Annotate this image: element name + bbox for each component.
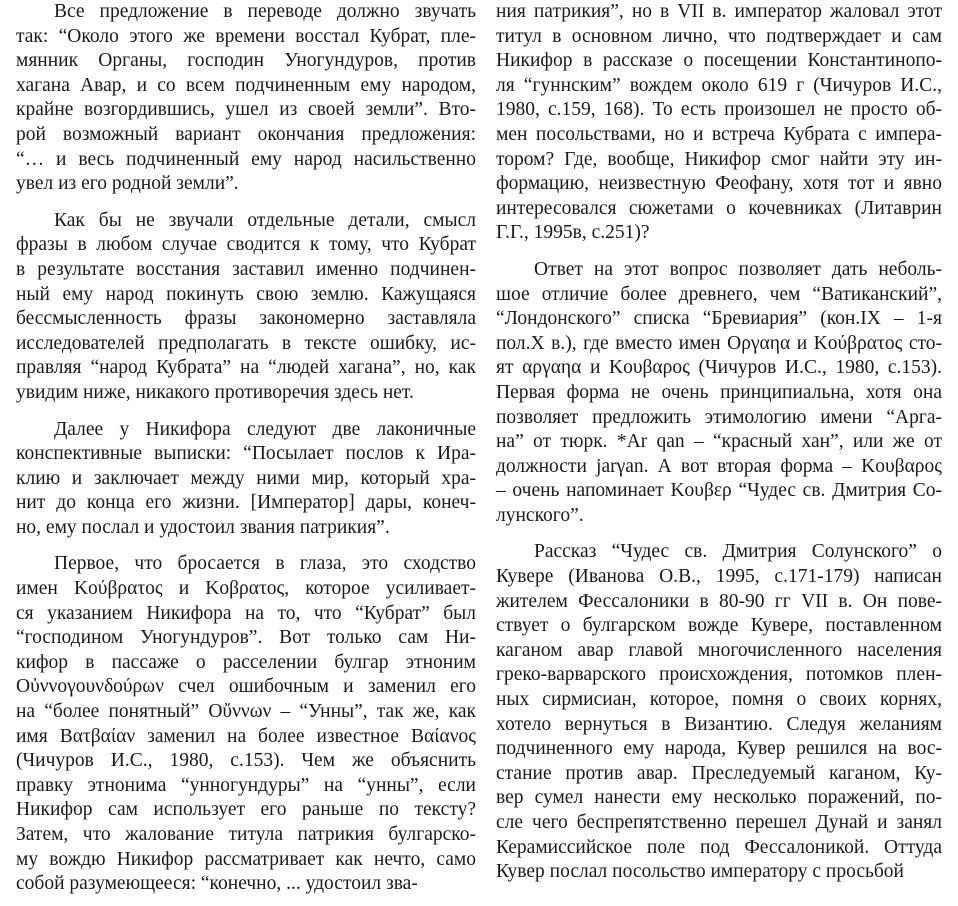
text-line: исследователей предполагать в тексте ошибку, ис-	[16, 332, 476, 354]
text-line: “господином Уногундуров”. Вот только сам Ни-	[16, 627, 476, 649]
paragraph	[496, 258, 942, 529]
paragraph	[16, 552, 476, 896]
text-line: увидим ниже, никакого противоречия здесь нет.	[16, 381, 414, 403]
text-line: титул в основном лично, что подтверждает и сам	[496, 25, 942, 47]
text-line: Кувере (Иванова О.В., 1995, с.171-179) написан	[496, 566, 942, 588]
text-line: мен посольствами, но и встреча Кубрата с импера-	[496, 123, 942, 145]
text-line: Все предложение в переводе должно звучать	[54, 1, 476, 22]
text-line: нит до конца его жизни. [Император] дары, конеч-	[16, 492, 476, 514]
text-line: тором? Где, вообще, Никифор смог найти эту ин-	[496, 148, 942, 170]
text-line: на “более понятный” Οὔννων – “Унны”, так же, как	[16, 701, 476, 723]
text-line: Как бы не звучали отдельные детали, смысл	[54, 209, 476, 231]
text-line: имя Βατβαίαν заменил на более известное Βαίανος	[16, 725, 476, 747]
paragraph	[16, 209, 476, 406]
text-line: увел из его родной земли”.	[16, 173, 239, 195]
right-column	[496, 0, 942, 885]
text-line: Кувер послал посольство императору с просьбой	[496, 861, 904, 883]
text-line: на” от тюрк. *Ar qan – “красный хан”, или же от	[496, 431, 942, 453]
text-line: формацию, неизвестную Феофану, хотя тот и явно	[496, 173, 942, 195]
text-line: Первое, что бросается в глаза, это сходство	[54, 553, 476, 575]
paragraph-gap	[16, 406, 476, 418]
text-line: но, ему послал и удостоил звания патрикия”.	[16, 516, 390, 538]
paragraph	[16, 0, 476, 197]
text-line: шое отличие более древнего, чем “Ватиканский”,	[496, 283, 942, 305]
text-line: ствует о булгарском вожде Кувере, поставленном	[496, 615, 942, 637]
text-line: “… и весь подчиненный ему народ насильственно	[16, 148, 476, 170]
paragraph-gap	[16, 197, 476, 209]
text-line: фразы в любом случае сводится к тому, что Кубрат	[16, 234, 476, 256]
paragraph	[496, 540, 942, 884]
text-line: Рассказ “Чудес св. Дмитрия Солунского” о	[534, 541, 942, 563]
text-line: Никифор в рассказе о посещении Константинопо-	[496, 50, 942, 72]
text-line: Никифор сам использует его раньше по тексту?	[16, 799, 476, 821]
left-column	[16, 0, 476, 897]
text-line: подчиненного ему народа, Кувер решился на вос-	[496, 738, 942, 760]
text-line: вер сумел нанести ему несколько поражений, по-	[496, 787, 942, 809]
text-line: Ответ на этот вопрос позволяет дать неболь-	[534, 258, 942, 280]
text-line: 1980, с.159, 168). То есть произошел не просто об-	[496, 99, 942, 121]
text-line: позволяет предложить этимологию имени “Арга-	[496, 406, 942, 428]
text-line: хотело вернуться в Византию. Следуя желаниям	[496, 713, 942, 735]
text-line: ят αργαηα и Κουβαρος (Чичуров И.С., 1980, с.153).	[496, 357, 942, 379]
text-line: так: “Около этого же времени восстал Кубрат, пле-	[16, 25, 476, 47]
text-line: (Чичуров И.С., 1980, с.153). Чем же объяснить	[16, 750, 476, 772]
text-line: “Лондонского” списка “Бревиария” (кон.IX – 1-я	[496, 308, 942, 330]
text-line: му вождю Никифор рассматривает как нечто, само	[16, 848, 476, 870]
text-line: должности jarγan. А вот вторая форма – Κουβαρος	[496, 455, 942, 477]
text-line: правляя “народ Кубрата” на “людей хагана”, но, как	[16, 357, 476, 379]
text-line: – очень напоминает Κουβερ “Чудес св. Дмитрия Со-	[496, 480, 942, 502]
paragraph-gap	[16, 540, 476, 552]
text-line: пол.X в.), где вместо имен Οργαηα и Κούβρατος сто-	[496, 332, 942, 354]
text-line: каганом авар главой многочисленного населения	[496, 639, 942, 661]
text-line: рой возможный вариант окончания предложения:	[16, 123, 476, 145]
text-line: мянник Органы, господин Уногундуров, против	[16, 50, 476, 72]
text-line: ных сирмисиан, которое, помня о своих корнях,	[496, 689, 942, 711]
text-line: Οὐννογουνδούρων счел ошибочным и заменил его	[16, 676, 476, 698]
text-line: клию и заключает между ними мир, который хра-	[16, 467, 476, 489]
text-line: интересовался сюжетами о кочевниках (Литаврин	[496, 197, 942, 219]
paragraph	[496, 0, 942, 246]
text-line: Затем, что жалование титула патрикия булгарско-	[16, 824, 476, 845]
text-line: Далее у Никифора следуют две лаконичные	[54, 418, 476, 440]
text-line: стание против авар. Преследуемый каганом, Ку-	[496, 762, 942, 784]
text-line: Первая форма не очень принципиальна, хотя она	[496, 381, 942, 403]
text-line: конспективные выписки: “Посылает послов к Ира-	[16, 443, 476, 465]
text-line: сле чего беспрепятственно перешел Дунай и занял	[496, 812, 942, 833]
text-line: жителем Фессалоники в 80-90 гг VII в. Он пове-	[496, 590, 942, 612]
text-line: собой разумеющееся: “конечно, ... удостоил зва-	[16, 873, 418, 895]
text-line: бессмысленность фразы закономерно заставляла	[16, 308, 476, 330]
text-line: кифор в пассаже о расселении булгар этноним	[16, 651, 476, 673]
text-line: ния патрикия”, но в VII в. император жаловал этот	[496, 1, 942, 22]
text-line: ля “гуннским” вождем около 619 г (Чичуров И.С.,	[496, 74, 942, 96]
text-line: правку этнонима “унногундуры” на “унны”, если	[16, 774, 476, 796]
paragraph-gap	[496, 246, 942, 258]
text-line: ся указанием Никифора на то, что “Кубрат” был	[16, 602, 476, 624]
paragraph	[16, 418, 476, 541]
paragraph-gap	[496, 528, 942, 540]
text-line: Керамиссийское поле под Фессалоникой. Оттуда	[496, 836, 942, 858]
text-line: греко-варварского происхождения, потомков плен-	[496, 664, 942, 686]
text-line: хагана Авар, и со всем подчиненным ему народом,	[16, 74, 476, 96]
text-line: в результате восстания заставил именно подчинен-	[16, 258, 476, 280]
text-line: Г.Г., 1995в, с.251)?	[496, 222, 650, 244]
text-line: лунского”.	[496, 504, 584, 526]
text-line: ный ему народ покинуть свою землю. Кажущаяся	[16, 283, 476, 305]
text-line: крайне возгордившись, ушел из своей земли”. Вто-	[16, 99, 476, 121]
text-line: имен Κούβρατος и Κοβρατος, которое усиливает-	[16, 578, 476, 600]
